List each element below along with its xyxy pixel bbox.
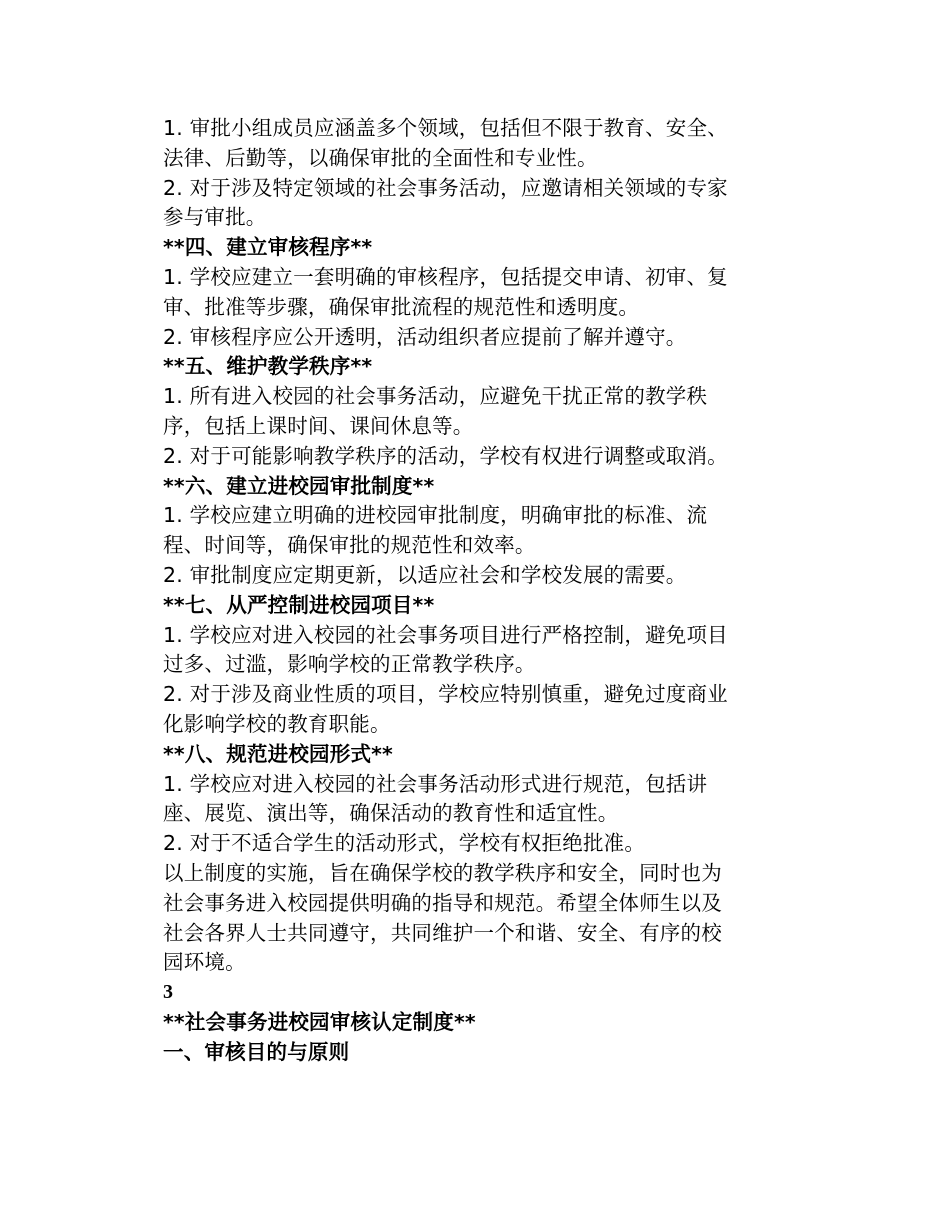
body-text-line: 1. 学校应建立一套明确的审核程序，包括提交申请、初审、复 <box>163 264 728 289</box>
body-text-line: 2. 对于涉及商业性质的项目，学校应特别慎重，避免过度商业 <box>163 682 728 707</box>
page-number: 3 <box>163 981 174 1004</box>
section-heading: 一、审核目的与原则 <box>163 1039 350 1064</box>
section-heading: **七、从严控制进校园项目** <box>163 592 435 617</box>
body-text-line: 1. 学校应对进入校园的社会事务活动形式进行规范，包括讲 <box>163 771 708 796</box>
body-text-line: 2. 对于可能影响教学秩序的活动，学校有权进行调整或取消。 <box>163 443 728 468</box>
body-text-line: 2. 对于涉及特定领域的社会事务活动，应邀请相关领域的专家 <box>163 175 728 200</box>
body-text-line: 序，包括上课时间、课间休息等。 <box>163 413 474 438</box>
body-text-line: 2. 审批制度应定期更新，以适应社会和学校发展的需要。 <box>163 562 687 587</box>
section-heading: **八、规范进校园形式** <box>163 741 393 766</box>
body-text-line: 社会各界人士共同遵守，共同维护一个和谐、安全、有序的校 <box>163 920 722 945</box>
body-text-line: 审、批准等步骤，确保审批流程的规范性和透明度。 <box>163 294 640 319</box>
body-text-line: 1. 学校应对进入校园的社会事务项目进行严格控制，避免项目 <box>163 622 728 647</box>
body-text-line: 2. 对于不适合学生的活动形式，学校有权拒绝批准。 <box>163 831 646 856</box>
body-text-line: 社会事务进入校园提供明确的指导和规范。希望全体师生以及 <box>163 890 722 915</box>
body-text-line: 化影响学校的教育职能。 <box>163 711 391 736</box>
body-text-line: 1. 学校应建立明确的进校园审批制度，明确审批的标准、流 <box>163 503 708 528</box>
body-text-line: 座、展览、演出等，确保活动的教育性和适宜性。 <box>163 801 619 826</box>
section-heading: **五、维护教学秩序** <box>163 354 373 379</box>
body-text-line: 法律、后勤等，以确保审批的全面性和专业性。 <box>163 145 598 170</box>
body-text-line: 1. 所有进入校园的社会事务活动，应避免干扰正常的教学秩 <box>163 384 708 409</box>
body-text-line: 以上制度的实施，旨在确保学校的教学秩序和安全，同时也为 <box>163 860 722 885</box>
body-text-line: 2. 审核程序应公开透明，活动组织者应提前了解并遵守。 <box>163 324 687 349</box>
document-title: **社会事务进校园审核认定制度** <box>163 1009 476 1034</box>
body-text-line: 程、时间等，确保审批的规范性和效率。 <box>163 533 536 558</box>
body-text-line: 参与审批。 <box>163 205 267 230</box>
body-text-line: 1. 审批小组成员应涵盖多个领域，包括但不限于教育、安全、 <box>163 116 728 140</box>
document-page <box>163 114 778 1068</box>
section-heading: **六、建立进校园审批制度** <box>163 473 435 498</box>
body-text-line: 园环境。 <box>163 950 246 975</box>
body-text-line: 过多、过滥，影响学校的正常教学秩序。 <box>163 652 536 677</box>
section-heading: **四、建立审核程序** <box>163 235 373 260</box>
